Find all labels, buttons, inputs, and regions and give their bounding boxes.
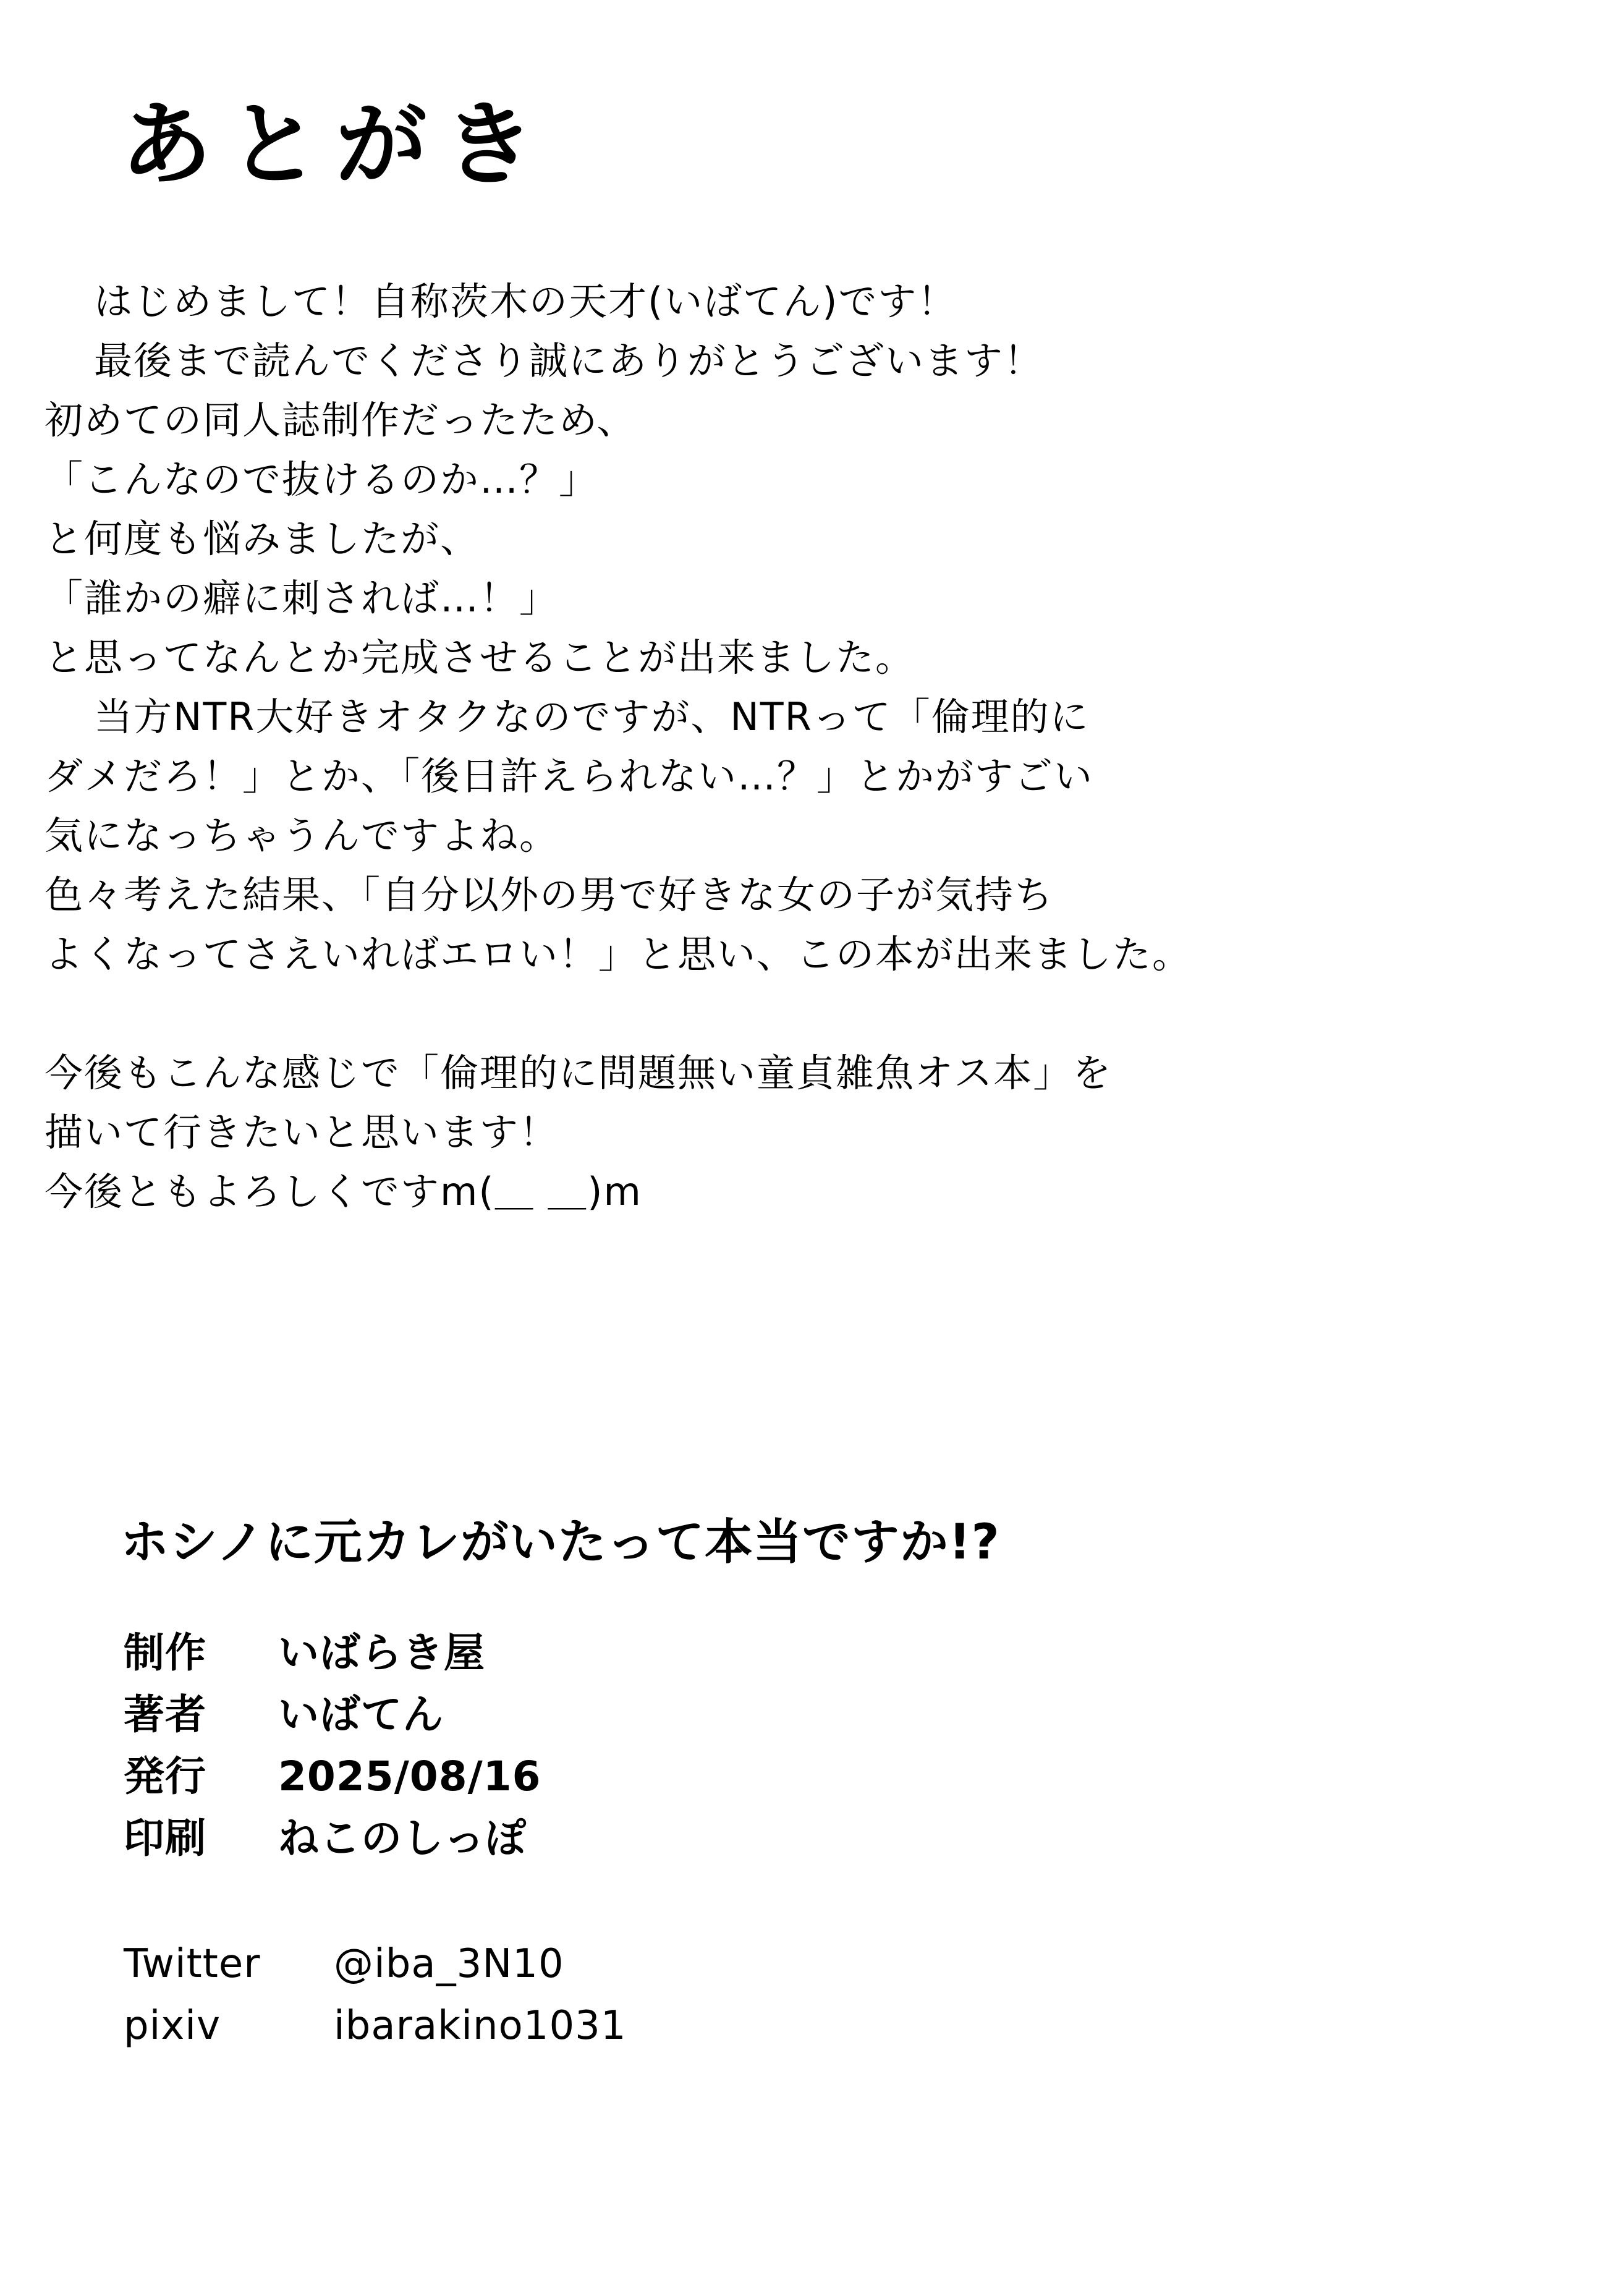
social-row-twitter bbox=[124, 1941, 627, 2003]
credit-label: 制作 bbox=[124, 1629, 206, 1677]
colophon-credits bbox=[124, 1620, 541, 1867]
work-title: ホシノに元カレがいたって本当ですか!? bbox=[121, 1515, 1000, 1570]
credit-label: 著者 bbox=[124, 1691, 206, 1738]
afterword-line: 描いて行きたいと思います！ bbox=[45, 1110, 559, 1155]
credit-value: 2025/08/16 bbox=[278, 1753, 541, 1800]
credit-row bbox=[124, 1743, 541, 1805]
credit-row bbox=[124, 1620, 541, 1682]
social-label: pixiv bbox=[124, 2003, 221, 2049]
afterword-line: 初めての同人誌制作だったため、 bbox=[45, 398, 637, 443]
afterword-blank-line bbox=[45, 984, 1577, 1044]
afterword-body bbox=[45, 272, 1577, 1222]
afterword-line: 「こんなので抜けるのか…？」 bbox=[45, 457, 599, 502]
afterword-heading: あとがき bbox=[121, 91, 551, 198]
afterword-line: と思ってなんとか完成させることが出来ました。 bbox=[45, 635, 915, 680]
credit-value: いばらき屋 bbox=[278, 1629, 485, 1677]
credit-row bbox=[124, 1682, 541, 1743]
afterword-line: 「誰かの癖に刺されば…！」 bbox=[45, 576, 559, 621]
social-row-pixiv bbox=[124, 2003, 627, 2065]
credit-value: いばてん bbox=[278, 1691, 444, 1738]
credit-label: 印刷 bbox=[124, 1814, 206, 1862]
credit-label: 発行 bbox=[124, 1753, 206, 1800]
credit-row bbox=[124, 1805, 541, 1867]
afterword-line: 今後ともよろしくですm(＿ ＿)m bbox=[45, 1169, 642, 1214]
social-handle: ibarakino1031 bbox=[334, 2003, 627, 2049]
afterword-line: 最後まで読んでくださり誠にありがとうございます！ bbox=[94, 338, 1044, 383]
afterword-line: と何度も悩みましたが、 bbox=[45, 516, 480, 561]
colophon-socials bbox=[124, 1941, 627, 2065]
social-handle: @iba_3N10 bbox=[334, 1941, 564, 1987]
afterword-line: 気になっちゃうんですよね。 bbox=[45, 813, 559, 858]
social-label: Twitter bbox=[124, 1941, 261, 1987]
afterword-line: ダメだろ！」とか、「後日許えられない…？」とかがすごい bbox=[45, 754, 1094, 799]
afterword-line: 色々考えた結果、「自分以外の男で好きな女の子が気持ち bbox=[45, 872, 1054, 917]
afterword-line: はじめまして！自称茨木の天才(いばてん)です！ bbox=[94, 279, 957, 324]
afterword-line: よくなってさえいればエロい！」と思い、この本が出来ました。 bbox=[45, 932, 1192, 977]
credit-value: ねこのしっぽ bbox=[278, 1814, 527, 1862]
afterword-line: 当方NTR大好きオタクなのですが、NTRって「倫理的に bbox=[94, 694, 1090, 739]
afterword-line: 今後もこんな感じで「倫理的に問題無い童貞雑魚オス本」を bbox=[45, 1050, 1113, 1095]
